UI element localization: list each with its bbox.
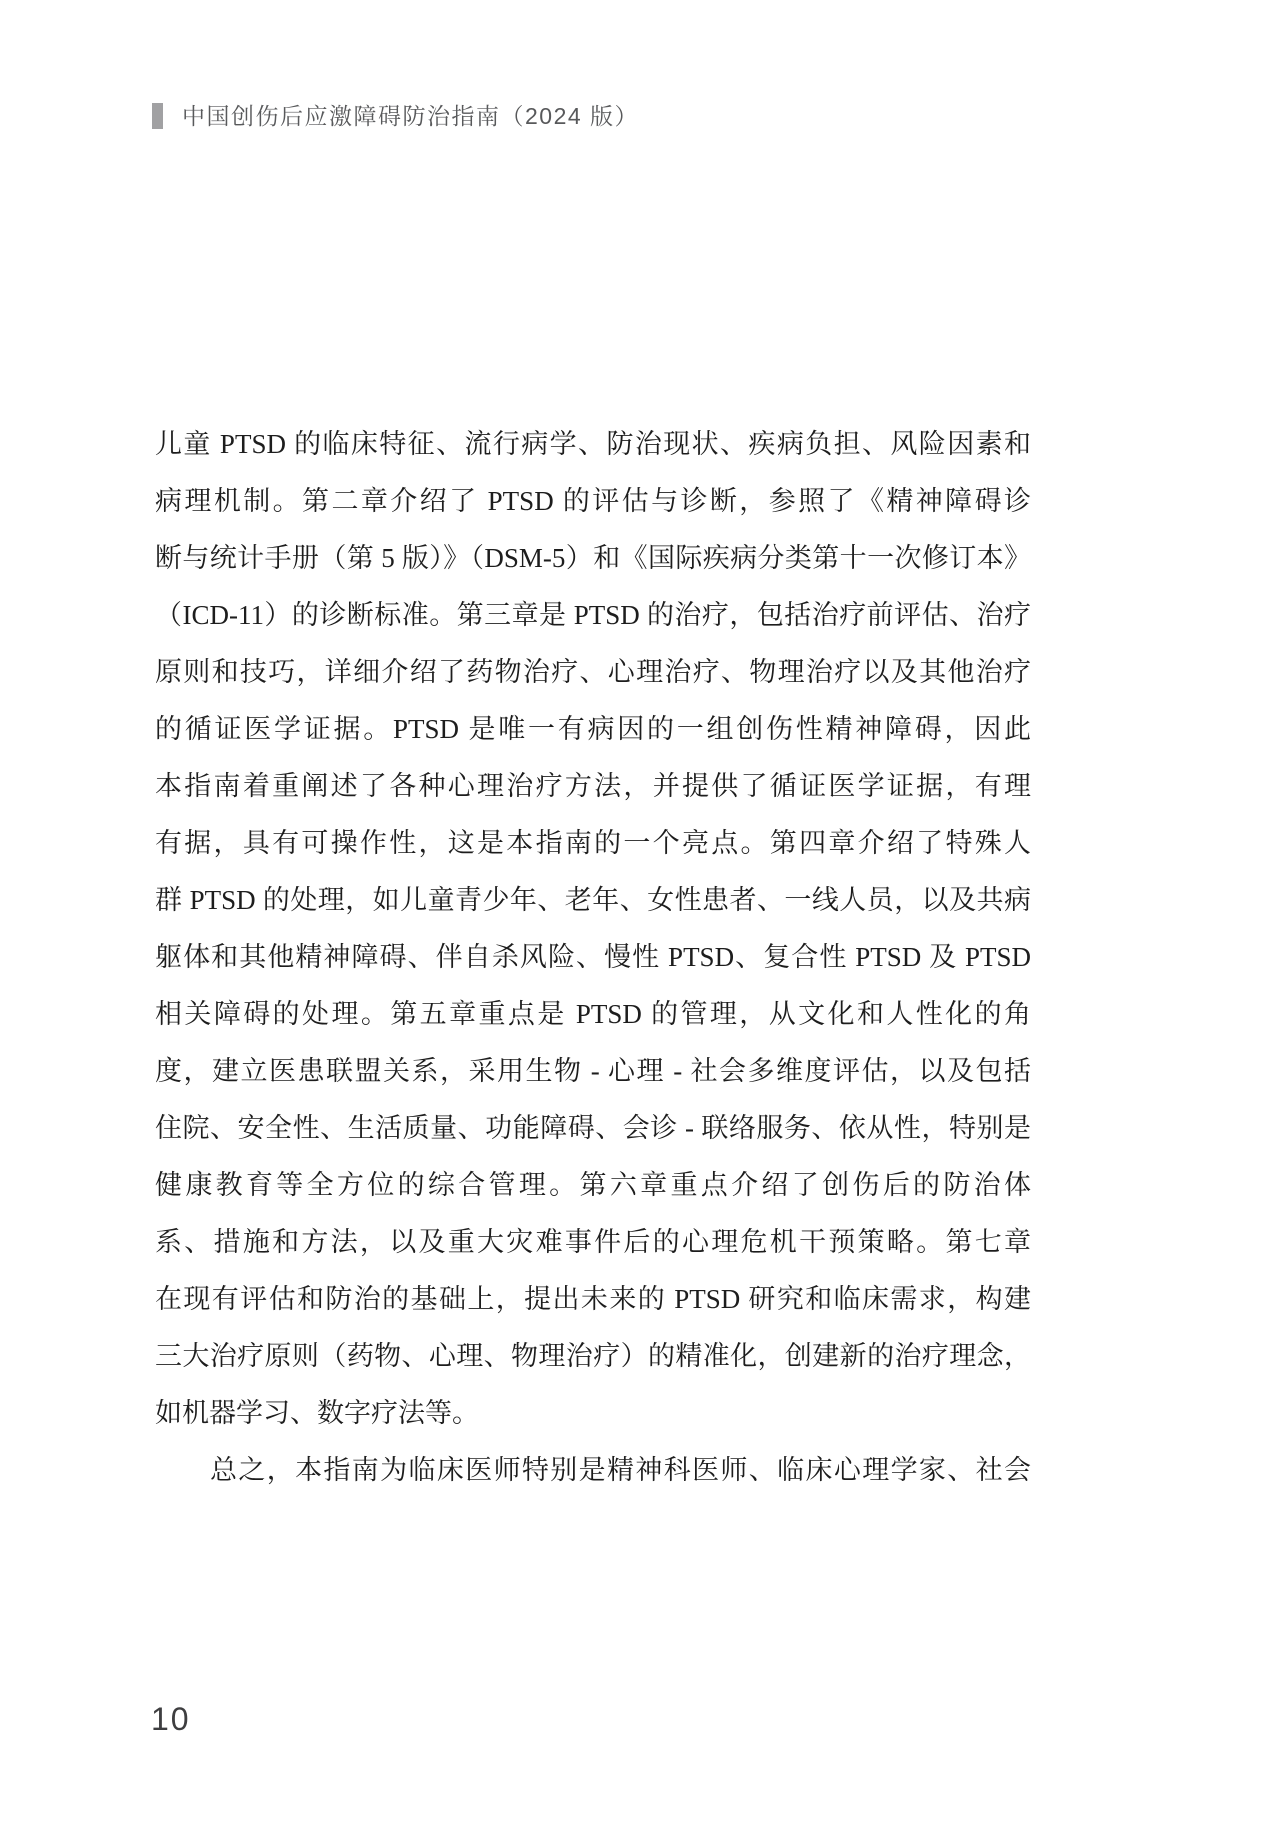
running-header bbox=[152, 103, 639, 129]
body-line: 躯体和其他精神障碍、伴自杀风险、慢性 PTSD、复合性 PTSD 及 PTSD bbox=[155, 942, 1031, 972]
body-line-paragraph-start: 总之，本指南为临床医师特别是精神科医师、临床心理学家、社会 bbox=[210, 1455, 1031, 1485]
body-line: 度，建立医患联盟关系，采用生物 - 心理 - 社会多维度评估，以及包括 bbox=[155, 1056, 1031, 1086]
body-line: （ICD-11）的诊断标准。第三章是 PTSD 的治疗，包括治疗前评估、治疗 bbox=[155, 600, 1031, 630]
body-line: 病理机制。第二章介绍了 PTSD 的评估与诊断，参照了《精神障碍诊 bbox=[155, 486, 1031, 516]
body-line-paragraph-end: 如机器学习、数字疗法等。 bbox=[155, 1398, 479, 1428]
body-line: 有据，具有可操作性，这是本指南的一个亮点。第四章介绍了特殊人 bbox=[155, 828, 1031, 858]
body-text-block bbox=[155, 416, 1031, 1499]
header-bar-marker bbox=[152, 103, 163, 129]
body-line: 儿童 PTSD 的临床特征、流行病学、防治现状、疾病负担、风险因素和 bbox=[155, 429, 1031, 459]
body-line: 本指南着重阐述了各种心理治疗方法，并提供了循证医学证据，有理 bbox=[155, 771, 1031, 801]
body-line: 的循证医学证据。PTSD 是唯一有病因的一组创伤性精神障碍，因此 bbox=[155, 714, 1031, 744]
body-line: 相关障碍的处理。第五章重点是 PTSD 的管理，从文化和人性化的角 bbox=[155, 999, 1031, 1029]
body-line: 在现有评估和防治的基础上，提出未来的 PTSD 研究和临床需求，构建 bbox=[155, 1284, 1031, 1314]
body-line: 住院、安全性、生活质量、功能障碍、会诊 - 联络服务、依从性，特别是 bbox=[155, 1113, 1031, 1143]
body-line: 健康教育等全方位的综合管理。第六章重点介绍了创伤后的防治体 bbox=[155, 1170, 1031, 1200]
body-line: 群 PTSD 的处理，如儿童青少年、老年、女性患者、一线人员，以及共病 bbox=[155, 885, 1031, 915]
running-header-title: 中国创伤后应激障碍防治指南（2024 版） bbox=[182, 103, 640, 129]
body-line: 系、措施和方法，以及重大灾难事件后的心理危机干预策略。第七章 bbox=[155, 1227, 1031, 1257]
body-line: 原则和技巧，详细介绍了药物治疗、心理治疗、物理治疗以及其他治疗 bbox=[155, 657, 1031, 687]
body-line: 三大治疗原则（药物、心理、物理治疗）的精准化，创建新的治疗理念， bbox=[155, 1341, 1031, 1371]
body-line: 断与统计手册（第 5 版）》（DSM-5）和《国际疾病分类第十一次修订本》 bbox=[155, 543, 1031, 573]
page-number: 10 bbox=[151, 1701, 191, 1737]
